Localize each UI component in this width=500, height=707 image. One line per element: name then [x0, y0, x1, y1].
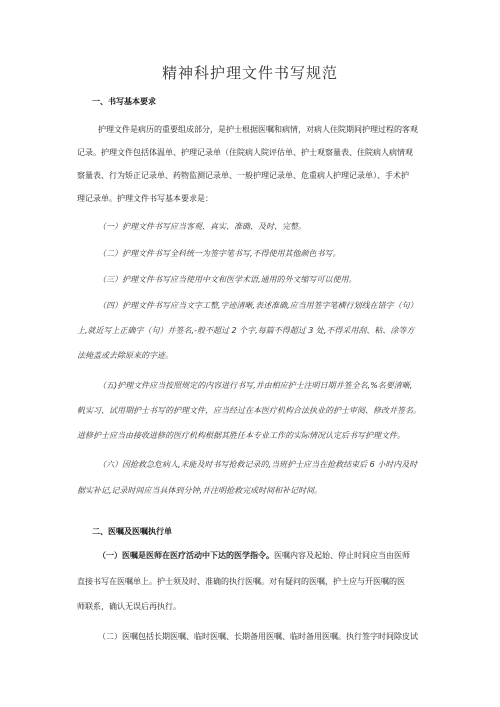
s2-paragraph-1-line: 师联系，确认无误后再执行。 — [77, 602, 181, 611]
intro-line: 理记录单。护理文件书写基本要求是： — [77, 194, 213, 203]
item-1: （一）护理文件书写应当客观、真实、准确、及时、完整。 — [98, 222, 306, 231]
s2-paragraph-2-line: （二）医嘱包括长期医嘱、临时医嘱、长期备用医嘱、临时备用医嘱。执行签字时间除皮试 — [98, 632, 418, 641]
item-4-line: 法掩盖或去除原来的字迹。 — [77, 351, 173, 360]
item-5-line: （五)护理文件应当按照规定的内容进行书写,并由相应护士注明日期并签全名,%名要清晰, — [98, 381, 413, 390]
item-4-line: （四）护理文件书写应当文字工整,字迹清晰,表述准确,应当用签字笔横行划线在错字（句） — [98, 301, 418, 310]
item-3: （三）护理文件书写应当使用中文和医学术语,通用的外文缩写可以使用。 — [98, 275, 357, 284]
s2-paragraph-1-line — [98, 552, 410, 560]
item-5-line: 进修护士应当由接收进修的医疗机构根据其胜任本专业工作的实际情况认定后书写护理文件。 — [77, 431, 405, 440]
s2-paragraph-1-rest: 医嘱内容及起始、停止时间应当由医师 — [274, 551, 410, 560]
item-6-line: （六）因抢救急危病人,未能及时书写抢救记录的,当班护士应当在抢救结束后 6 小时内及时 — [98, 460, 418, 469]
item-2: （二）护理文件书写全科统一为签字笔书写,不得使用其他颜色书写。 — [98, 249, 341, 258]
item-4-line: 上,就近写上正确字（句）并签名,-般不超过 2 个字,每篇不得超过 3 处,不得采用刮、粘、涂等方 — [77, 326, 415, 335]
page-title: 精神科护理文件书写规范 — [161, 64, 338, 82]
intro-line: 护理文件是病历的重要组成部分，是护士根据医嘱和病情，对病人住院期间护理过程的客观 — [98, 125, 418, 134]
intro-line: 察量表、行为矫正记录单、药物监测记录单、一般护理记录单、危重病人护理记录单）、手术护 — [77, 171, 409, 180]
item-6-line: 据实补记,记录时间应当具体到分钟,并注明抢救完成时间和补记时间。 — [77, 486, 323, 495]
intro-line: 记录。护理文件包括体温单、护理记录单（住院病人院评估单、护士观察量表、住院病人病情观 — [77, 148, 413, 157]
section-1-heading: 一、书写基本要求 — [92, 97, 156, 106]
s2-paragraph-1-lead: （一）医嘱是医师在医疗活动中下达的医学指令。 — [98, 551, 274, 560]
item-5-line: 帆实习、试用期护士书写的护理文件，应当经过在本医疗机构合法执业的护士审阅、修改并签名。 — [77, 406, 421, 415]
section-2-heading: 二、医嘱及医嘱执行单 — [92, 527, 172, 536]
s2-paragraph-1-line: 直接书写在医嘱单上。护士须及时、准确的执行医嘱。对有疑问的医嘱，护士应与开医嘱的医 — [77, 577, 405, 586]
